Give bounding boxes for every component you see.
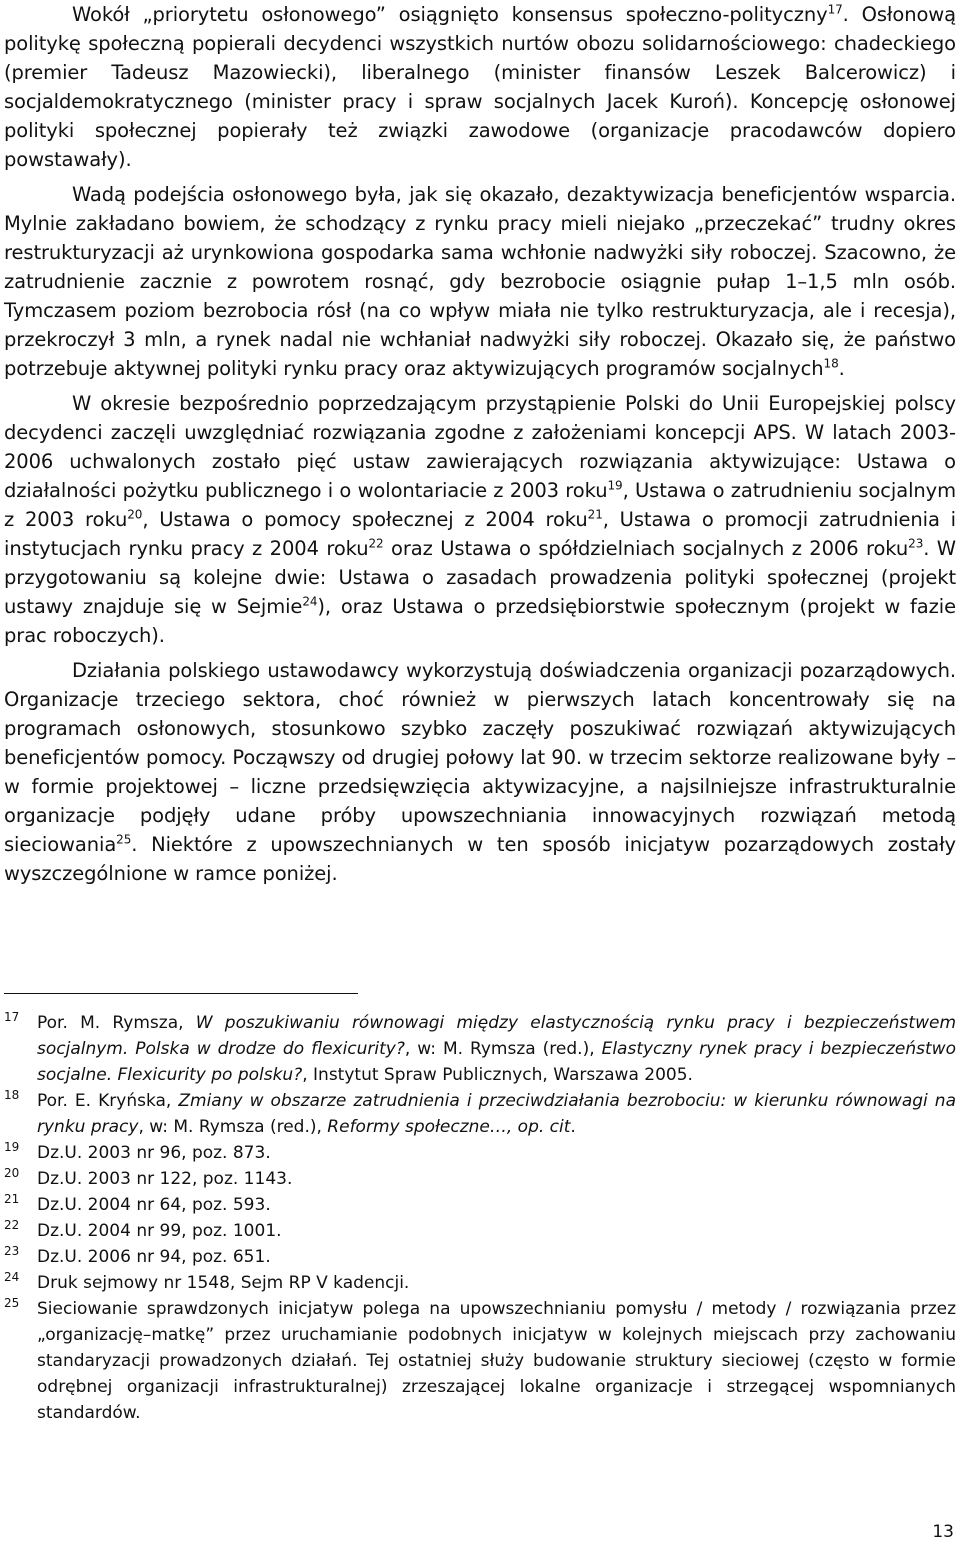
text-segment: , Ustawa o promocji zatrudnienia i instytucjach rynku pracy z 2004 roku [4, 508, 957, 560]
text-segment: , w: M. Rymsza (red.), [138, 1117, 328, 1137]
footnote-number: 17 [4, 1010, 20, 1024]
text-segment: Por. E. Kryńska, [37, 1091, 179, 1111]
text-segment: . Osłonową politykę społeczną popierali decydenci wszystkich nurtów obozu solidarnościowego: chadeckiego (premier Tadeusz Mazowiecki), liberalnego (minister finansów Leszek Balcerowicz) i socjaldemokratycznego (minister pracy i spraw socjalnych Jacek Kuroń). Koncepcję osłonowej polityki społecznej popierały też związki zawodowe (organizacje pracodawców dopiero powstawały). [4, 3, 956, 171]
footnote-number: 24 [4, 1270, 20, 1284]
footnote-reference: 22 [368, 536, 384, 551]
page-number: 13 [932, 1522, 954, 1542]
text-segment: Działania polskiego ustawodawcy wykorzystują doświadczenia organizacji pozarządowych. Organizacje trzeciego sektora, choć również w pierwszych latach koncentrowały się na programach osłonowych, stosunkowo szybko zaczęły poszukiwać rozwiązań aktywizujących beneficjentów pomocy. Począwszy od drugiej połowy lat 90. w trzecim sektorze realizowane były – w formie projektowej – liczne przedsięwzięcia aktywizacyjne, a najsilniejsze infrastrukturalnie organizacje podjęły udane próby upowszechniania innowacyjnych rozwiązań metodą sieciowania [4, 659, 956, 856]
footnote-reference: 20 [127, 507, 143, 522]
footnote-reference: 23 [908, 536, 924, 551]
footnote-reference: 18 [823, 356, 839, 371]
document-page [4, 0, 956, 888]
text-segment: . W przygotowaniu są kolejne dwie: Ustawa o zasadach prowadzenia polityki społecznej (projekt ustawy znajduje się w Sejmie [4, 537, 956, 618]
text-segment: Dz.U. 2003 nr 122, poz. 1143. [37, 1169, 293, 1189]
text-segment: . [838, 357, 845, 380]
text-segment: Druk sejmowy nr 1548, Sejm RP V kadencji. [37, 1273, 410, 1293]
text-segment: . Niektóre z upowszechnianych w ten sposób inicjatyw pozarządowych zostały wyszczególnione w ramce poniżej. [4, 833, 956, 885]
footnote-number: 22 [4, 1218, 20, 1232]
footnote-number: 18 [4, 1088, 20, 1102]
text-segment: , Ustawa o pomocy społecznej z 2004 roku [142, 508, 588, 531]
footnote-number: 23 [4, 1244, 20, 1258]
footnote [4, 1166, 956, 1192]
footnote [4, 1192, 956, 1218]
footnote-number: 21 [4, 1192, 20, 1206]
text-segment: Dz.U. 2004 nr 99, poz. 1001. [37, 1221, 282, 1241]
text-segment: ), oraz Ustawa o przedsiębiorstwie społecznym (projekt w fazie prac roboczych). [4, 595, 956, 647]
footnote-reference: 17 [827, 2, 843, 17]
text-segment: Wokół „priorytetu osłonowego” osiągnięto konsensus społeczno-polityczny [72, 3, 828, 26]
footnote-separator [4, 993, 358, 994]
paragraph [4, 180, 956, 383]
text-segment: , Instytut Spraw Publicznych, Warszawa 2005. [302, 1065, 693, 1085]
footnote-number: 19 [4, 1140, 20, 1154]
text-segment: Dz.U. 2004 nr 64, poz. 593. [37, 1195, 271, 1215]
italic-title: Zmiany w obszarze zatrudnienia i przeciwdziałania bezrobociu: w kierunku równowagi na rynku pracy [37, 1091, 956, 1137]
paragraph [4, 656, 956, 888]
text-segment: W okresie bezpośrednio poprzedzającym przystąpienie Polski do Unii Europejskiej polscy decydenci zaczęli uwzględniać rozwiązania zgodne z założeniami koncepcji APS. W latach 2003-2006 uchwalonych zostało pięć ustaw zawierających rozwiązania aktywizujące: Ustawa o działalności pożytku publicznego i o wolontariacie z 2003 roku [4, 392, 956, 502]
text-segment: oraz Ustawa o spółdzielniach socjalnych z 2006 roku [383, 537, 909, 560]
text-segment: Dz.U. 2003 nr 96, poz. 873. [37, 1143, 271, 1163]
footnote [4, 1140, 956, 1166]
text-segment: , Ustawa o zatrudnieniu socjalnym z 2003 roku [4, 479, 956, 531]
footnote-reference: 24 [302, 594, 318, 609]
footnote-reference: 19 [607, 478, 623, 493]
text-segment: Wadą podejścia osłonowego była, jak się okazało, dezaktywizacja beneficjentów wsparcia. Mylnie zakładano bowiem, że schodzący z rynku pracy mieli niejako „przeczekać” trudny okres restrukturyzacji aż urynkowiona gospodarka sama wchłonie nadwyżki siły roboczej. Szacowno, że zatrudnienie zacznie z powrotem rosnąć, gdy bezrobocie osiągnie pułap 1–1,5 mln osób. Tymczasem poziom bezrobocia rósł (na co wpływ miała nie tylko restrukturyzacja, ale i recesja), przekroczył 3 mln, a rynek nadal nie wchłaniał nadwyżki siły roboczej. Okazało się, że państwo potrzebuje aktywnej polityki rynku pracy oraz aktywizujących programów socjalnych [4, 183, 956, 380]
text-segment: Por. M. Rymsza, [37, 1013, 196, 1033]
footnote [4, 1218, 956, 1244]
text-segment: Sieciowanie sprawdzonych inicjatyw polega na upowszechnianiu pomysłu / metody / rozwiązania przez „organizację–matkę” przez uruchamianie podobnych inicjatyw w kolejnych miejscach przy zachowaniu standaryzacji prowadzonych działań. Tej ostatniej służy budowanie struktury sieciowej (często w formie odrębnej organizacji infrastrukturalnej) zrzeszającej lokalne organizacje i strzegącej wspomnianych standardów. [37, 1299, 956, 1423]
footnote [4, 1010, 956, 1088]
footnote-reference: 25 [116, 832, 132, 847]
text-segment: , w: M. Rymsza (red.), [404, 1039, 602, 1059]
footnote-number: 20 [4, 1166, 20, 1180]
paragraph [4, 389, 956, 650]
paragraph [4, 0, 956, 174]
footnotes [4, 1010, 956, 1426]
italic-title: W poszukiwaniu równowagi między elastycznością rynku pracy i bezpieczeństwem socjalnym. Polska w drodze do flexicurity? [37, 1013, 956, 1059]
body-text [4, 0, 956, 888]
text-segment: . [570, 1117, 576, 1137]
text-segment: Dz.U. 2006 nr 94, poz. 651. [37, 1247, 271, 1267]
footnote [4, 1088, 956, 1140]
footnote-reference: 21 [587, 507, 603, 522]
italic-title: Reformy społeczne…, op. cit [327, 1117, 571, 1137]
italic-title: Elastyczny rynek pracy i bezpieczeństwo socjalne. Flexicurity po polsku? [37, 1039, 956, 1085]
footnote [4, 1244, 956, 1270]
footnote-number: 25 [4, 1296, 20, 1310]
footnote [4, 1296, 956, 1426]
footnote [4, 1270, 956, 1296]
